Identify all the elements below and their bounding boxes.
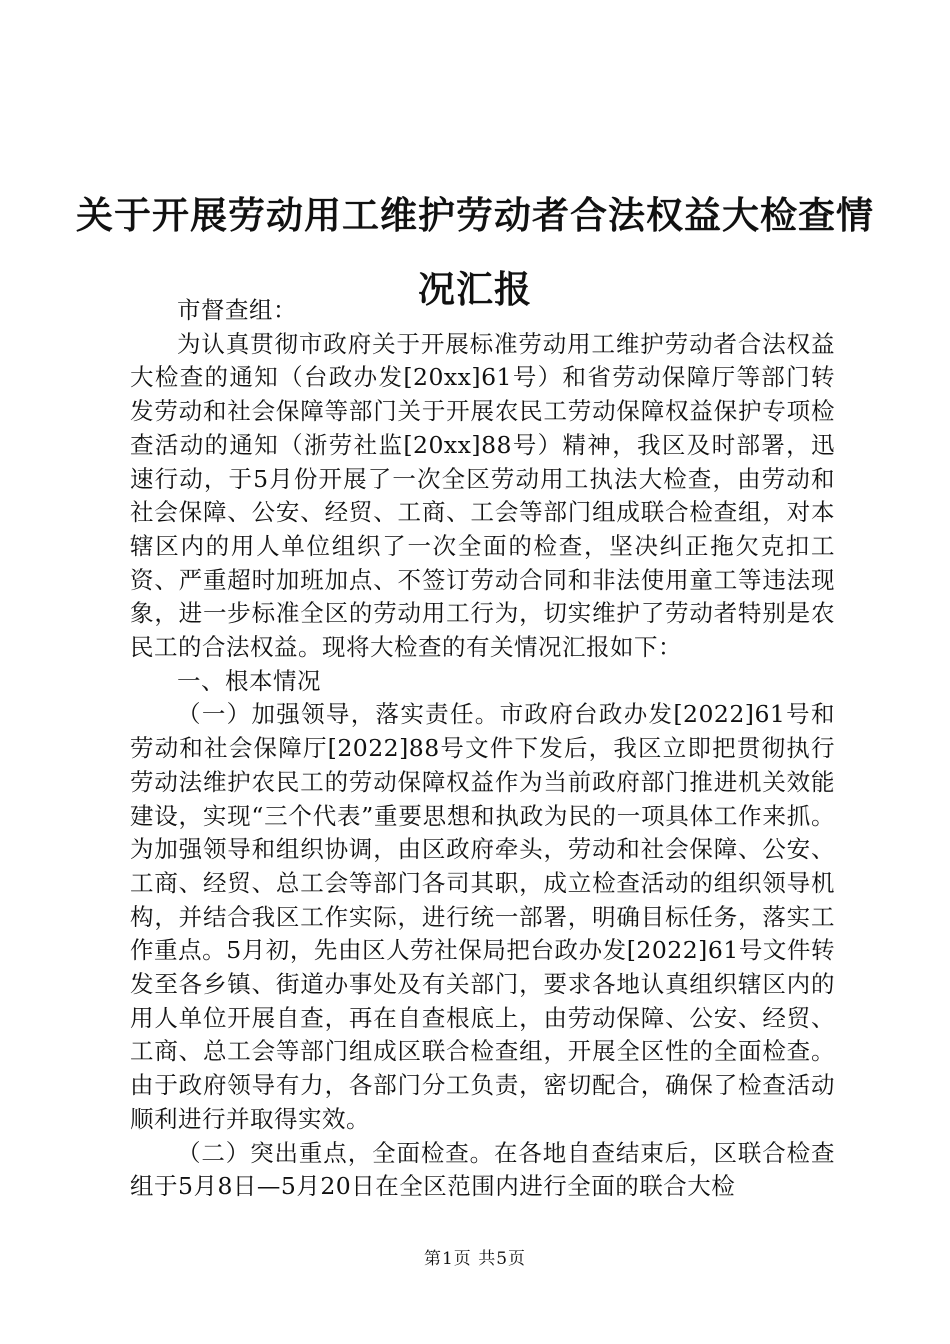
page-footer: 第1页 共5页 <box>423 1249 527 1269</box>
salutation: 市督查组： <box>177 296 297 324</box>
paragraph-leadership: （一）加强领导，落实责任。市政府台政办发[2022]61号和劳动和社会保障厅[2022]88号文件下发后，我区立即把贯彻执行劳动法维护农民工的劳动保障权益作为当前政府部门推进机关效能建设，实现“三个代表”重要思想和执政为民的一项具体工作来抓。为加强领导和组织协调，由区政府牵头，劳动和社会保障、公安、工商、经贸、总工会等部门各司其职，成立检查活动的组织领导机构，并结合我区工作实际，进行统一部署，明确目标任务，落实工作重点。5月初，先由区人劳社保局把台政办发[2022]61号文件转发至各乡镇、街道办事处及有关部门，要求各地认真组织辖区内的用人单位开展自查，再在自查根底上，由劳动保障、公安、经贸、工商、总工会等部门组成区联合检查组，开展全区性的全面检查。由于政府领导有力，各部门分工负责，密切配合，确保了检查活动顺利进行并取得实效。 <box>130 700 835 1133</box>
paragraph-intro: 为认真贯彻市政府关于开展标准劳动用工维护劳动者合法权益大检查的通知（台政办发[20xx]61号）和省劳动保障厅等部门转发劳动和社会保障等部门关于开展农民工劳动保障权益保护专项检查活动的通知（浙劳社监[20xx]88号）精神，我区及时部署，迅速行动，于5月份开展了一次全区劳动用工执法大检查，由劳动和社会保障、公安、经贸、工商、工会等部门组成联合检查组，对本辖区内的用人单位组织了一次全面的检查，坚决纠正拖欠克扣工资、严重超时加班加点、不签订劳动合同和非法使用童工等违法现象，进一步标准全区的劳动用工行为，切实维护了劳动者特别是农民工的合法权益。现将大检查的有关情况汇报如下： <box>130 329 835 662</box>
document-title: 关于开展劳动用工维护劳动者合法权益大检查情况汇报 <box>76 193 874 311</box>
document-body <box>130 294 835 1204</box>
paragraph-inspection: （二）突出重点，全面检查。在各地自查结束后，区联合检查组于5月8日—5月20日在全区范围内进行全面的联合大检 <box>130 1138 835 1201</box>
section-heading: 一、根本情况 <box>177 666 321 695</box>
